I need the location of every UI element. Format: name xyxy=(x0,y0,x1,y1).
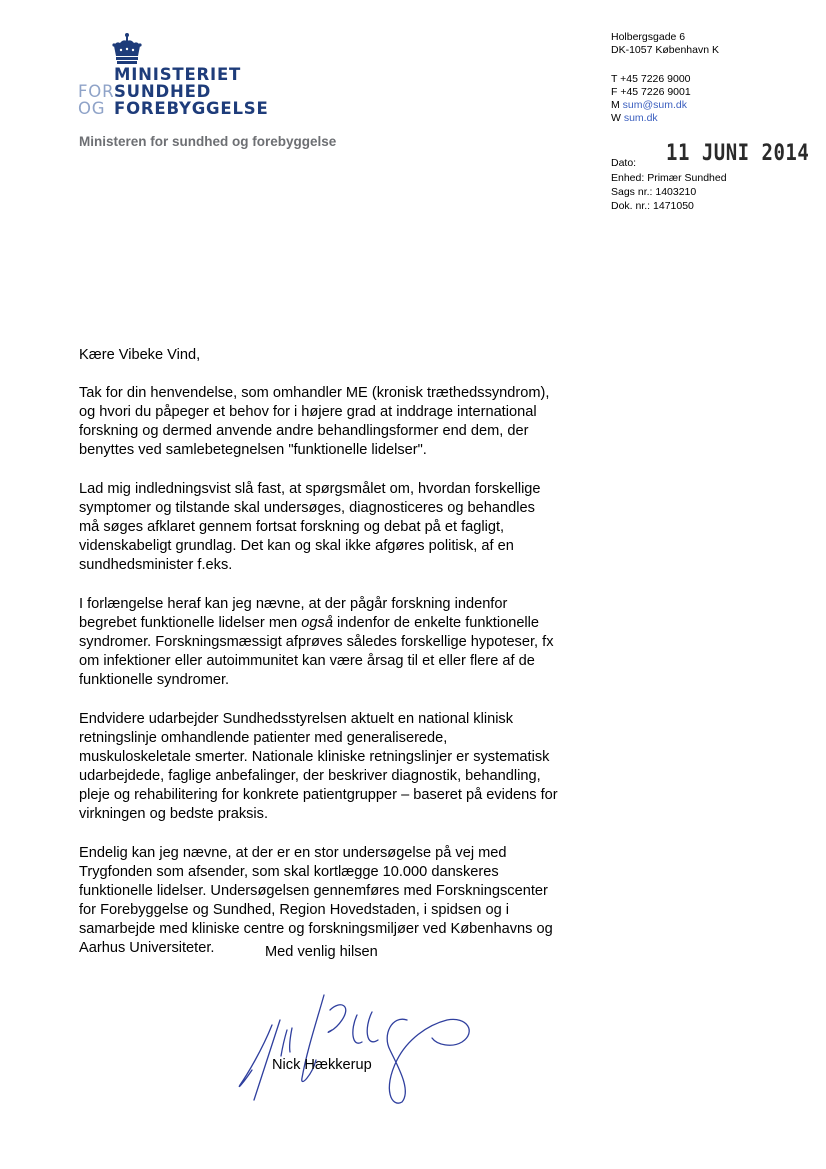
document-meta xyxy=(611,140,810,213)
date-row xyxy=(611,140,810,171)
salutation: Kære Vibeke Vind, xyxy=(79,347,201,363)
paragraph-3-part-2: indenfor de enkelte funktionelle syndromer. Forskningsmæssigt afprøves således forskellige hypoteser, fx om infektioner eller autoimmunitet kan være årsag til et eller flere af de funktionelle syndromer. xyxy=(79,615,554,689)
paragraph-3-emphasis: også xyxy=(301,615,333,632)
case-number: Sags nr.: 1403210 xyxy=(611,186,697,198)
address-line-2: DK-1057 København K xyxy=(611,44,719,56)
fax-number: F +45 7226 9001 xyxy=(611,86,691,98)
email-link[interactable]: sum@sum.dk xyxy=(622,99,688,111)
contact-block xyxy=(611,31,719,125)
address-line-1: Holbergsgade 6 xyxy=(611,31,686,43)
web-prefix: W xyxy=(611,112,621,124)
paragraph-1: Tak for din henvendelse, som omhandler ME (kronisk træthedssyndrom), og hvori du påpeger et behov for i højere grad at inddrage international forskning og dermed anvende andre behandlingsformer end dem, der benyttes ved samlebetegnelsen "funktionelle lidelser". xyxy=(79,385,550,459)
email-row xyxy=(611,99,719,112)
logo-line-1: MINISTERIET xyxy=(114,65,242,84)
paragraph-3 xyxy=(79,595,559,690)
closing-greeting: Med venlig hilsen xyxy=(265,944,378,960)
unit-line: Enhed: Primær Sundhed xyxy=(611,172,727,184)
logo-line-3: OG FOREBYGGELSE xyxy=(78,99,269,118)
signer-name: Nick Hækkerup xyxy=(272,1057,372,1073)
handwritten-signature xyxy=(232,990,482,1110)
email-prefix: M xyxy=(611,99,620,111)
paragraph-4: Endvidere udarbejder Sundhedsstyrelsen aktuelt en national klinisk retningslinje omhandlende patienter med generaliserede, muskuloskeletale smerter. Nationale kliniske retningslinjer er systematisk udarbejdede, faglige anbefalinger, der beskriver diagnostik, behandling, pleje og rehabilitering for konkrete patientgrupper – baseret på evidens for virkningen og bedste praksis. xyxy=(79,710,558,823)
paragraph-3-part-1: I forlængelse heraf kan jeg nævne, at der pågår forskning indenfor begrebet funktionelle lidelser men xyxy=(79,595,508,632)
web-link[interactable]: sum.dk xyxy=(623,112,658,124)
web-row xyxy=(611,112,719,125)
paragraph-5: Endelig kan jeg nævne, at der er en stor undersøgelse på vej med Trygfonden som afsender, som skal kortlægge 10.000 danskeres funktionelle lidelser. Undersøgelsen gennemføres med Forskningscenter for Forebyggelse og Sundhed, Region Hovedstaden, i spidsen og i samarbejde med kliniske centre og forskningsmiljøer ved Københavns og Aarhus Universiteter. xyxy=(79,844,553,957)
document-number: Dok. nr.: 1471050 xyxy=(611,200,694,212)
paragraph-2: Lad mig indledningsvist slå fast, at spørgsmålet om, hvordan forskellige symptomer og tilstande skal undersøges, diagnosticeres og behandles må søges afklaret gennem fortsat forskning og debat på et fagligt, videnskabeligt grundlag. Det kan og skal ikke afgøres politisk, af en sundhedsminister f.eks. xyxy=(79,480,541,574)
logo-line-2: FORSUNDHED xyxy=(78,82,212,101)
date-label: Dato: xyxy=(611,157,637,169)
crown-icon xyxy=(110,32,144,66)
phone-number: T +45 7226 9000 xyxy=(611,73,691,85)
minister-tagline: Ministeren for sundhed og forebyggelse xyxy=(79,134,337,149)
letter-body xyxy=(79,346,559,978)
date-stamp: 11 JUNI 2014 xyxy=(666,140,810,166)
